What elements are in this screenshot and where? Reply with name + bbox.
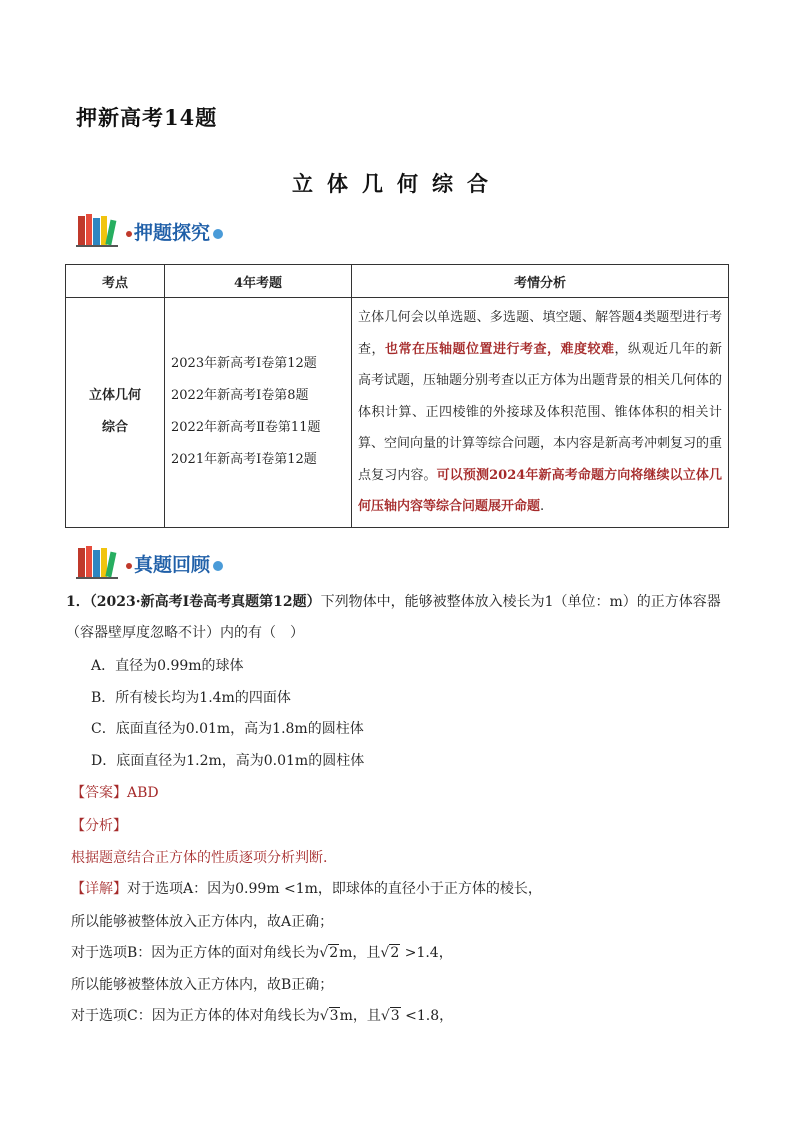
table-header-cell: 4年考题 (165, 265, 352, 298)
detail-line: 所以能够被整体放入正方体内，故B正确； (71, 977, 334, 993)
detail-label: 【详解】 (71, 881, 127, 897)
question-stem (66, 587, 736, 649)
detail-text: 对于选项B：因为正方体的面对角线长为 (71, 945, 320, 961)
radicand: 2 (390, 945, 400, 961)
years-cell (165, 298, 352, 528)
topic-line: 综合 (101, 420, 128, 436)
analysis-text: . (540, 499, 545, 514)
detail-text: 对于选项A：因为0.99m <1m，即球体的直径小于正方体的棱长， (127, 881, 542, 897)
radicand: 3 (329, 1008, 339, 1024)
detail-text: >1.4， (400, 945, 453, 961)
detail-line (71, 1005, 453, 1025)
topic-line: 立体几何 (88, 388, 141, 404)
option-b: B．所有棱长均为1.4m的四面体 (91, 690, 291, 706)
sqrt-symbol: √2 (319, 945, 339, 961)
bullet-dot-icon (126, 563, 132, 569)
analysis-line: 根据题意结合正方体的性质逐项分析判断. (71, 850, 328, 866)
question-number: 1． (66, 594, 90, 610)
option-c: C．底面直径为0.01m，高为1.8m的圆柱体 (91, 721, 364, 737)
section-title: 真题回顾 (134, 554, 211, 576)
table-header-cell: 考点 (66, 265, 165, 298)
detail-text: m，且 (339, 1008, 381, 1024)
sqrt-symbol: √3 (380, 1008, 400, 1024)
year-item: 2022年新高考Ⅱ卷第11题 (171, 420, 321, 436)
analysis-text: 立体几何会以单选题、多选题、填空题、解答题4类题型进行考查， (358, 310, 722, 357)
analysis-text: ，纵观近几年的新高考试题，压轴题分别考查以正方体为出题背景的相关几何体的体积计算、正四棱锥的外接球及体积范围、锥体体积的相关计算、空间向量的计算等综合问题，本内容是新高考冲刺复习的重点复习内容。 (358, 341, 723, 483)
detail-text: 对于选项C：因为正方体的体对角线长为 (71, 1008, 320, 1024)
analysis-cell (352, 298, 729, 528)
detail-line (71, 878, 542, 898)
detail-line: 所以能够被整体放入正方体内，故A正确； (71, 914, 334, 930)
sqrt-symbol: √3 (319, 1008, 339, 1024)
option-d: D．底面直径为1.2m，高为0.01m的圆柱体 (91, 753, 365, 769)
dot-icon (213, 229, 223, 239)
analysis-label: 【分析】 (71, 818, 127, 834)
books-icon (76, 212, 122, 248)
detail-text: <1.8， (400, 1008, 454, 1024)
answer-line (71, 782, 159, 802)
analysis-label-line (71, 815, 127, 835)
table-header-cell: 考情分析 (352, 265, 729, 298)
section-title: 押题探究 (134, 222, 211, 244)
detail-line (71, 942, 453, 962)
question-source: （2023·新高考Ⅰ卷高考真题第12题） (89, 594, 321, 610)
page-header-title: 押新高考14题 (76, 105, 218, 130)
year-item: 2023年新高考Ⅰ卷第12题 (171, 356, 317, 372)
analysis-highlight: 也常在压轴题位置进行考查，难度较难 (385, 341, 615, 357)
answer-label: 【答案】 (71, 785, 127, 801)
option-a: A．直径为0.99m的球体 (91, 658, 244, 674)
books-icon (76, 544, 122, 580)
table-row (66, 298, 729, 528)
bullet-dot-icon (126, 231, 132, 237)
table-header-row (66, 265, 729, 298)
analysis-highlight: 可以预测2024年新高考命题方向将继续以立体几何压轴内容等综合问题展开命题 (358, 467, 722, 514)
detail-text: m，且 (339, 945, 381, 961)
answer-value: ABD (127, 785, 159, 801)
radicand: 2 (329, 945, 339, 961)
dot-icon (213, 561, 223, 571)
sqrt-symbol: √2 (380, 945, 400, 961)
year-item: 2021年新高考Ⅰ卷第12题 (171, 452, 317, 468)
topic-cell (66, 298, 165, 528)
question-text: 下列物体中，能够被整体放入棱长为1（单位：m）的正方体容器（容器壁厚度忽略不计）内的有（ ） (66, 594, 721, 641)
exam-info-table (65, 264, 729, 528)
year-item: 2022年新高考Ⅰ卷第8题 (171, 388, 309, 404)
radicand: 3 (390, 1008, 400, 1024)
page-title: 立体几何综合 (292, 171, 502, 196)
